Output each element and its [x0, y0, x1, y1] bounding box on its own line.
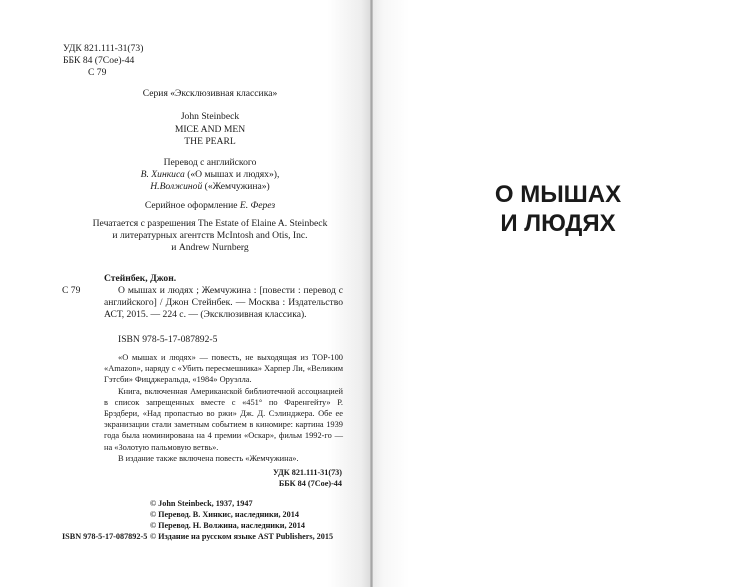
- book-title-line-1: О МЫШАХ: [494, 181, 622, 208]
- copyright-1: © John Steinbeck, 1937, 1947: [150, 499, 253, 508]
- permission-line-1: Печатается с разрешения The Estate of Elaine A. Steinbeck: [92, 218, 328, 229]
- translator-2-work: («Жемчужина»): [202, 181, 270, 192]
- title-en-1: MICE AND MEN: [174, 124, 246, 135]
- copyright-2: © Перевод. В. Хинкис, наследники, 2014: [150, 510, 299, 519]
- translator-1-name: В. Хинкиса: [140, 169, 185, 180]
- translator-2-name: Н.Волжиной: [150, 181, 203, 192]
- permission-line-2: и литературных агентств McIntosh and Otis, Inc.: [112, 230, 308, 241]
- bbk-bottom: ББК 84 (7Сое)-44: [278, 479, 342, 488]
- udk-top: УДК 821.111-31(73): [63, 43, 144, 54]
- udk-bottom: УДК 821.111-31(73): [272, 468, 342, 477]
- bib-text: О мышах и людях ; Жемчужина : [повести : перевод с английского] / Джон Стейнбек. — Москва : Издательство АСТ, 2015. — 224 с. — (Эксклюзивная классика).: [104, 285, 343, 320]
- translation-heading: Перевод с английского: [163, 157, 257, 168]
- author-en: John Steinbeck: [180, 111, 240, 122]
- bib-description: [104, 285, 343, 321]
- annotation: [104, 352, 343, 464]
- book-gutter: [370, 0, 373, 587]
- bbk-top: ББК 84 (7Сое)-44: [63, 55, 135, 66]
- bib-code: С 79: [62, 285, 81, 296]
- right-page: [372, 0, 744, 587]
- translator-1-work: («О мышах и людях»),: [184, 169, 280, 180]
- permission-line-3: и Andrew Nurnberg: [171, 242, 249, 253]
- design-label: Серийное оформление: [144, 200, 240, 211]
- isbn-bottom: ISBN 978-5-17-087892-5: [62, 532, 148, 541]
- copyright-4: © Издание на русском языке AST Publishers, 2015: [150, 532, 334, 541]
- translator-1: [60, 169, 360, 181]
- book-title-line-2: И ЛЮДЯХ: [500, 210, 616, 237]
- annotation-para-2: Книга, включенная Американской библиотечной ассоциацией в список запрещенных вместе с «451° по Фаренгейту» Р. Брэдбери, «Над пропастью во ржи» Дж. Д. Сэлинджера. Обе ее экранизации стали заметным событием в киномире: картина 1939 года была номинирована на 4 премии «Оскар», фильм 1992-го — на «Золотую пальмовую ветвь».: [104, 386, 343, 452]
- annotation-para-1: «О мышах и людях» — повесть, не выходящая из TOP-100 «Amazon», наряду с «Убить пересмешника» Харпер Ли, «Великим Гэтсби» Фицджеральда, «1984» Оруэлла.: [104, 353, 343, 385]
- copyright-3: © Перевод. Н. Волжина, наследники, 2014: [150, 521, 305, 530]
- code-top: С 79: [88, 67, 107, 78]
- series-line: Серия «Эксклюзивная классика»: [142, 88, 278, 99]
- bib-author: Стейнбек, Джон.: [104, 273, 177, 284]
- annotation-para-3: В издание также включена повесть «Жемчужина».: [118, 453, 299, 463]
- book-title: [372, 180, 744, 238]
- title-en-2: THE PEARL: [184, 136, 236, 147]
- isbn-main: ISBN 978-5-17-087892-5: [118, 334, 218, 345]
- translator-2: [60, 181, 360, 193]
- design-name: Е. Ферез: [239, 200, 276, 211]
- design-credit: [60, 200, 360, 212]
